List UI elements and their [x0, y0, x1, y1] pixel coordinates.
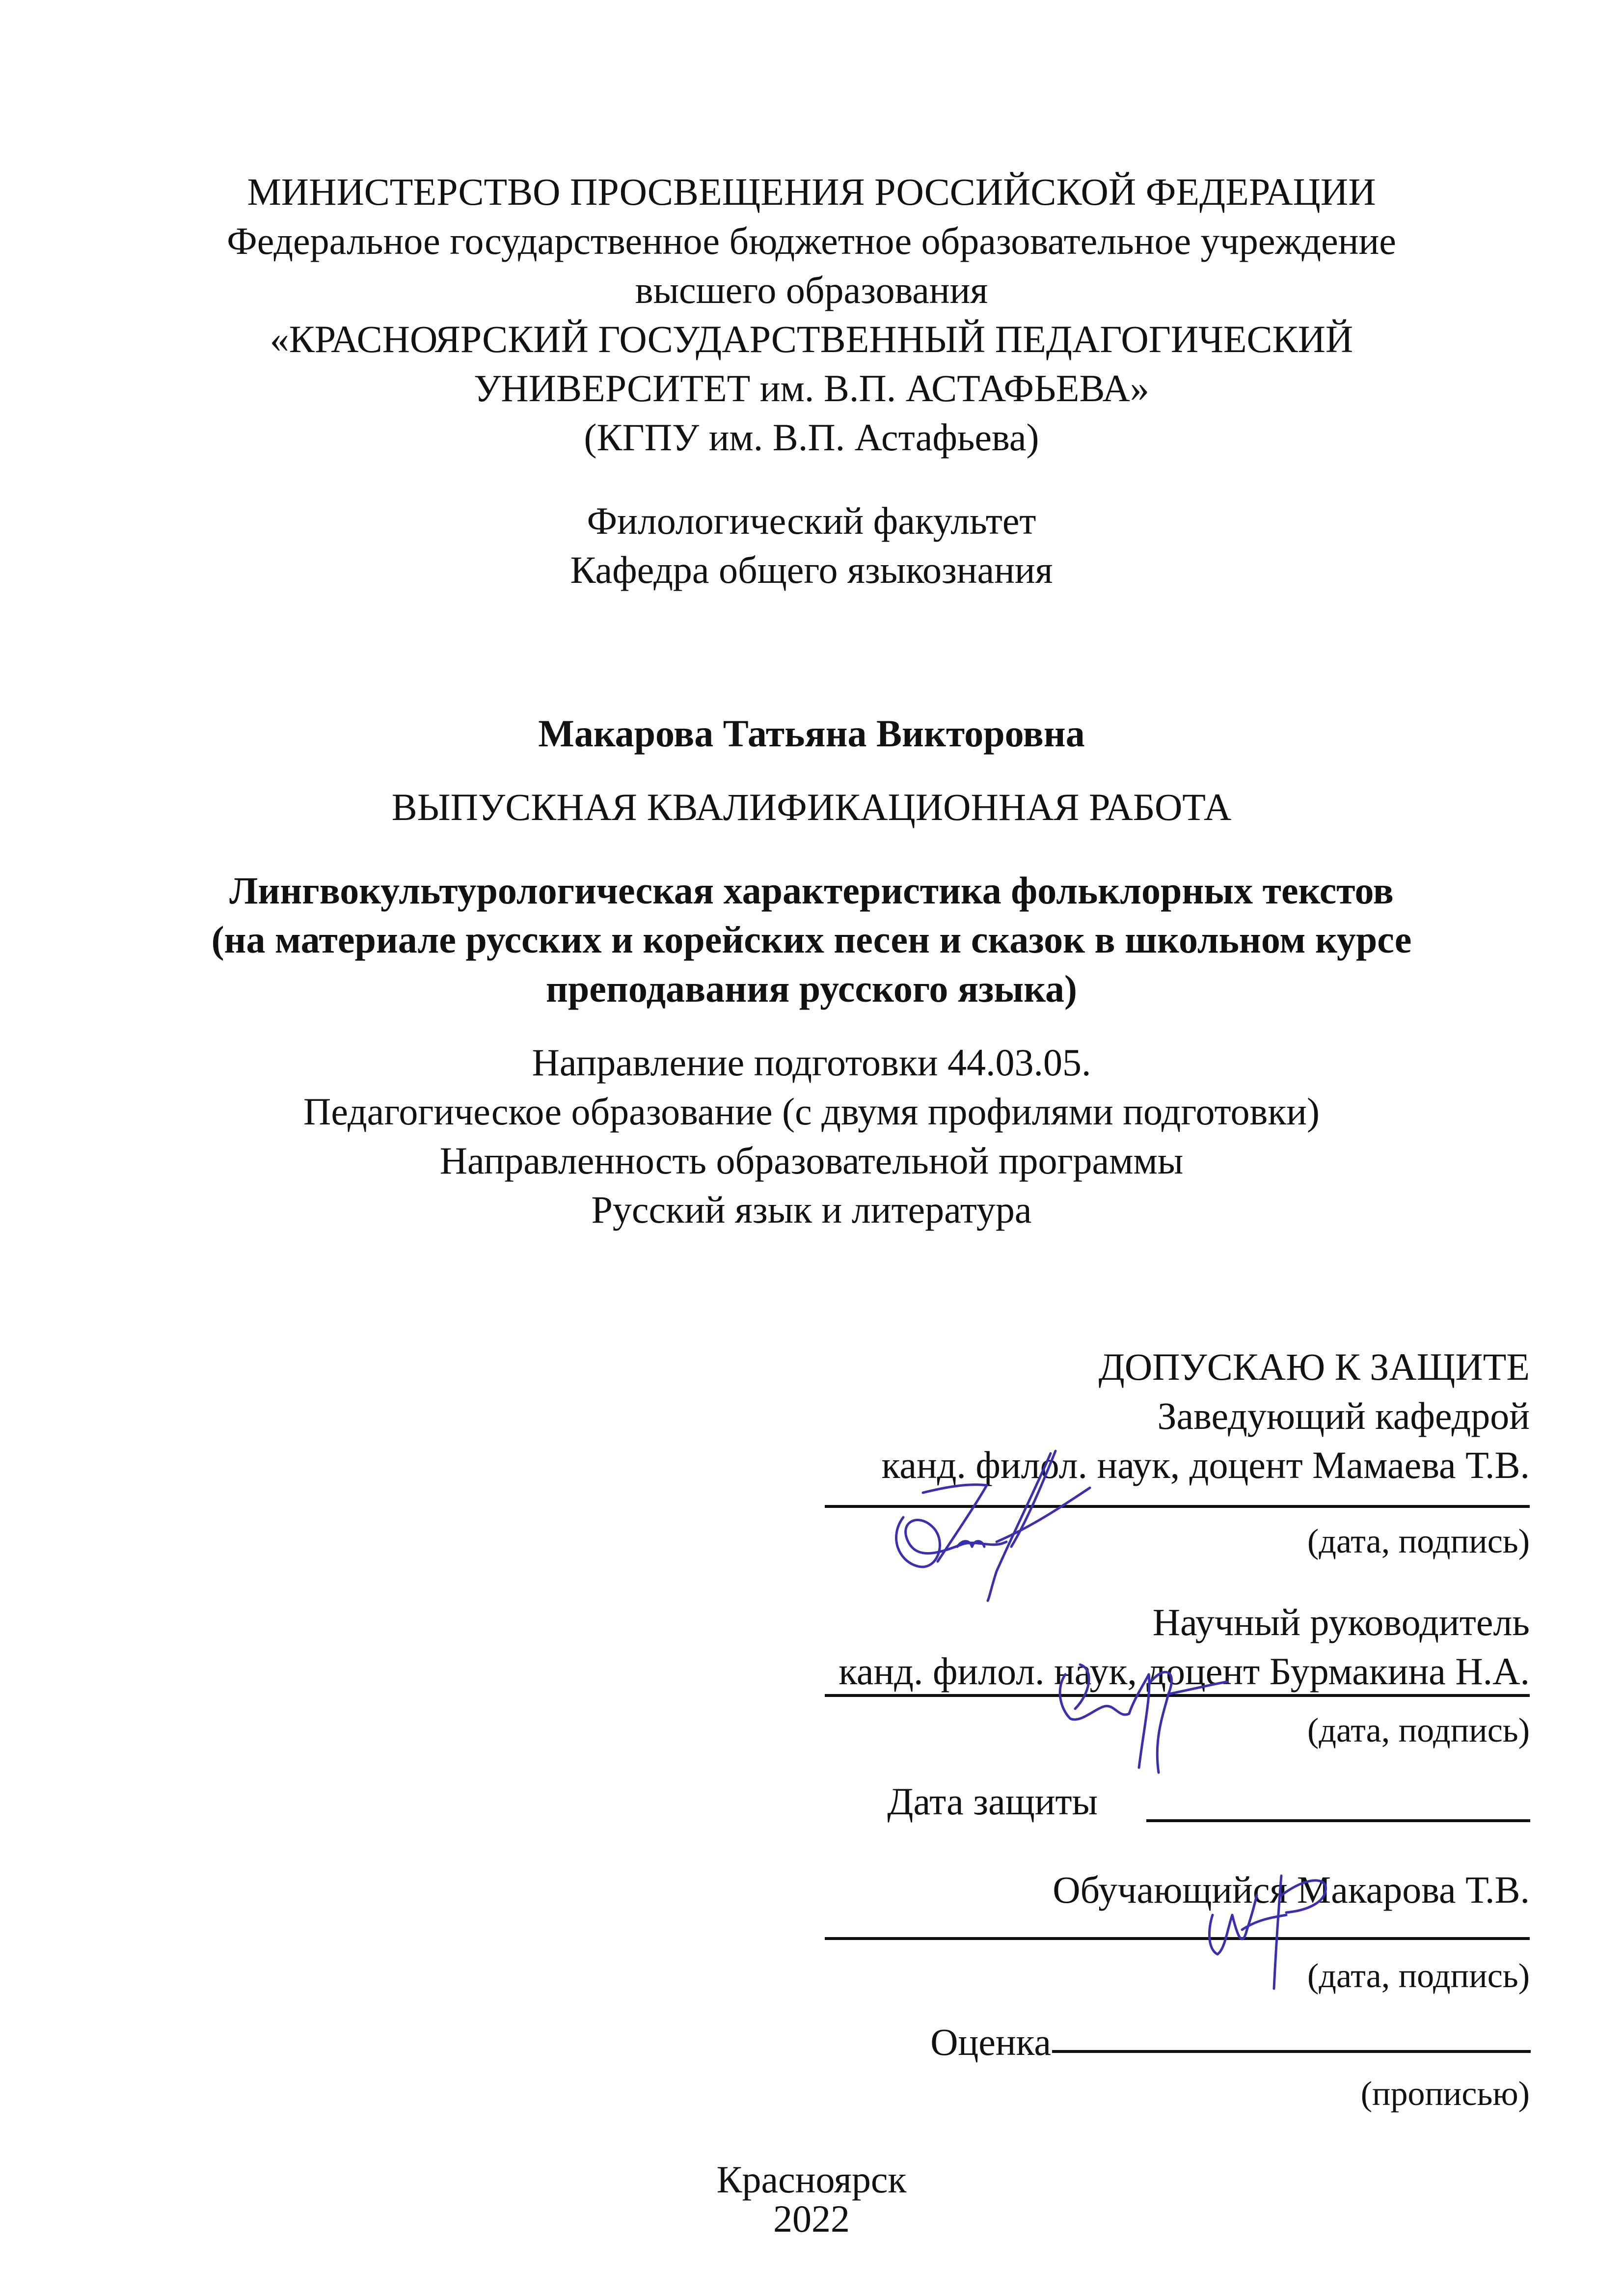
- author-name: Макарова Татьяна Викторовна: [538, 712, 1085, 755]
- university-short-name: (КГПУ им. В.П. Астафьева): [584, 416, 1039, 459]
- institution-type-line-2: высшего образования: [635, 269, 988, 311]
- year: 2022: [773, 2197, 850, 2240]
- city: Красноярск: [716, 2158, 907, 2201]
- supervisor-signature-caption: (дата, подпись): [1307, 1712, 1530, 1749]
- head-signature-image: [884, 1444, 1109, 1606]
- grade-caption: (прописью): [1360, 2075, 1530, 2113]
- program-direction: Направление подготовки 44.03.05.: [532, 1041, 1091, 1084]
- head-signature-caption: (дата, подпись): [1307, 1523, 1530, 1560]
- institution-type-line-1: Федеральное государственное бюджетное образовательное учреждение: [227, 219, 1396, 262]
- head-of-department-name: канд. филол. наук, доцент Мамаева Т.В.: [881, 1444, 1530, 1486]
- program-orientation: Русский язык и литература: [591, 1188, 1032, 1231]
- student-signature-line: [825, 1937, 1530, 1940]
- supervisor-role: Научный руководитель: [1152, 1601, 1530, 1643]
- approval-heading: ДОПУСКАЮ К ЗАЩИТЕ: [1098, 1345, 1530, 1388]
- faculty-name: Филологический факультет: [587, 499, 1036, 542]
- thesis-title-line-3: преподавания русского языка): [545, 967, 1078, 1010]
- department-name: Кафедра общего языкознания: [570, 548, 1053, 591]
- defense-date-label: Дата защиты: [887, 1780, 1098, 1823]
- thesis-title-line-1: Лингвокультурологическая характеристика фольклорных текстов: [229, 869, 1394, 912]
- thesis-title-line-2: (на материале русских и корейских песен и сказок в школьном курсе: [211, 918, 1412, 961]
- university-name-line-1: «КРАСНОЯРСКИЙ ГОСУДАРСТВЕННЫЙ ПЕДАГОГИЧЕСКИЙ: [270, 318, 1353, 360]
- head-of-department-role: Заведующий кафедрой: [1157, 1394, 1530, 1437]
- university-name-line-2: УНИВЕРСИТЕТ им. В.П. АСТАФЬЕВА»: [474, 367, 1149, 410]
- grade-field[interactable]: [1052, 2050, 1531, 2053]
- supervisor-name: канд. филол. наук, доцент Бурмакина Н.А.: [839, 1650, 1530, 1693]
- ministry-heading: МИНИСТЕРСТВО ПРОСВЕЩЕНИЯ РОССИЙСКОЙ ФЕДЕРАЦИИ: [247, 170, 1376, 213]
- student-signature-caption: (дата, подпись): [1307, 1957, 1530, 1995]
- defense-date-field[interactable]: [1146, 1819, 1530, 1822]
- grade-label: Оценка: [930, 2021, 1051, 2063]
- student-label: Обучающийся Макарова Т.В.: [1053, 1868, 1530, 1911]
- work-type: ВЫПУСКНАЯ КВАЛИФИКАЦИОННАЯ РАБОТА: [391, 786, 1232, 828]
- program-orientation-label: Направленность образовательной программы: [439, 1139, 1184, 1182]
- program-profile: Педагогическое образование (с двумя профилями подготовки): [303, 1090, 1320, 1133]
- supervisor-signature-image: [1051, 1655, 1237, 1777]
